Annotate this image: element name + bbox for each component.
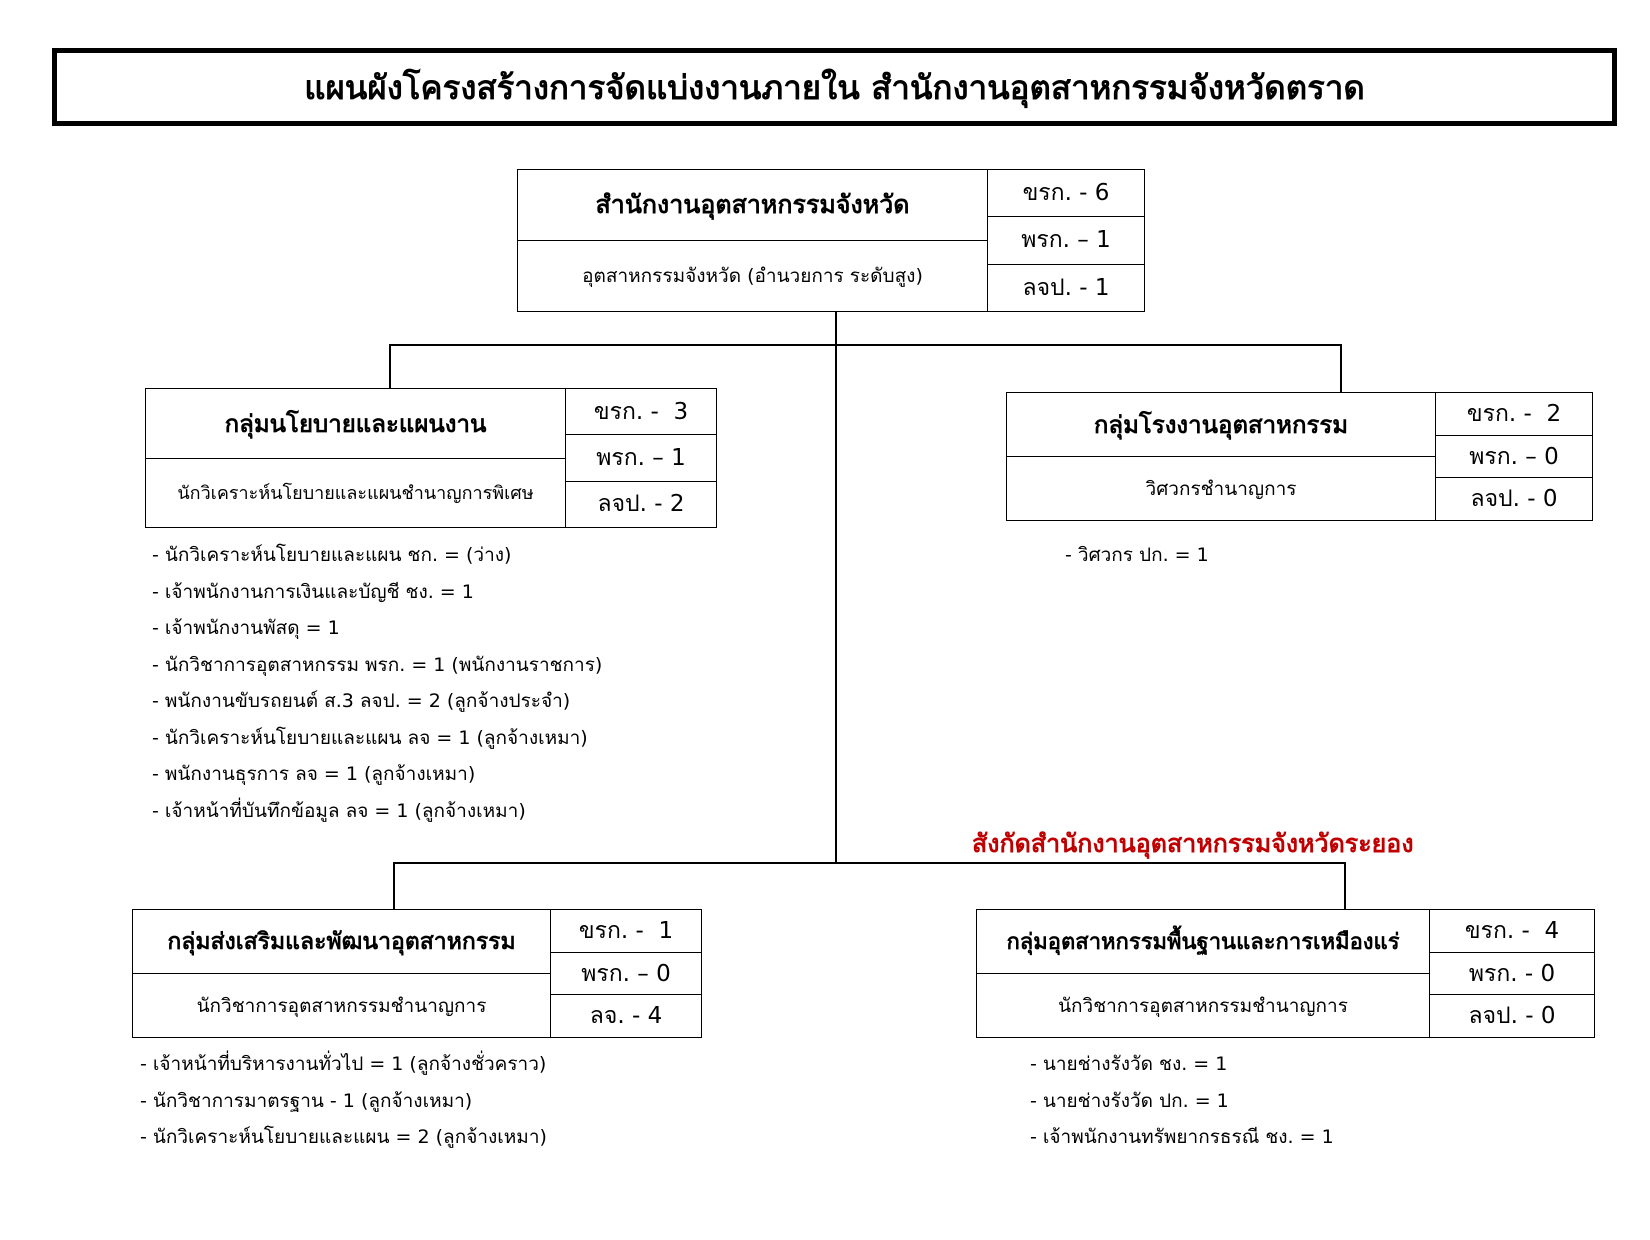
affiliation-note: สังกัดสำนักงานอุตสาหกรรมจังหวัดระยอง [972, 829, 1414, 858]
list-item: - เจ้าหน้าที่บริหารงานทั่วไป = 1 (ลูกจ้างชั่วคราว) [140, 1053, 547, 1075]
policy-count-government-employees: พรก. – 1 [566, 435, 716, 481]
promotion-count-civil-servants: ขรก. - 1 [551, 910, 701, 953]
list-item: - นักวิชาการมาตรฐาน - 1 (ลูกจ้างเหมา) [140, 1089, 473, 1112]
factory-staff-list [1065, 537, 1209, 574]
factory-count-civil-servants: ขรก. - 2 [1436, 393, 1592, 436]
basic-mining-count-permanent-employees: ลจป. - 0 [1468, 1003, 1556, 1030]
promotion-count-government-employees: พรก. – 0 [551, 953, 701, 996]
policy-count-permanent-employees: ลจป. - 2 [597, 491, 685, 518]
promotion-group-position: นักวิชาการอุตสาหกรรมชำนาญการ [196, 994, 487, 1017]
office-count-civil-servants: ขรก. - 6 [988, 170, 1144, 217]
promotion-count-contract-employees: ลจ. - 4 [589, 1003, 663, 1030]
basic-mining-group-position: นักวิชาการอุตสาหกรรมชำนาญการ [1058, 994, 1348, 1017]
policy-group-name: กลุ่มนโยบายและแผนงาน [146, 389, 565, 459]
list-item: - เจ้าพนักงานการเงินและบัญชี ชง. = 1 [152, 580, 474, 603]
list-item: - วิศวกร ปก. = 1 [1065, 544, 1209, 566]
list-item: - นักวิเคราะห์นโยบายและแผน ลจ = 1 (ลูกจ้างเหมา) [152, 726, 588, 749]
policy-staff-list [152, 537, 602, 829]
factory-group-position: วิศวกรชำนาญการ [1145, 477, 1297, 500]
list-item: - นายช่างรังวัด ชง. = 1 [1030, 1053, 1228, 1075]
list-item: - เจ้าพนักงานทรัพยากรธรณี ชง. = 1 [1030, 1126, 1334, 1148]
promotion-group-card [132, 909, 702, 1038]
basic-mining-group-card [976, 909, 1595, 1038]
list-item: - นายช่างรังวัด ปก. = 1 [1030, 1089, 1229, 1112]
basic-mining-count-government-employees: พรก. - 0 [1430, 953, 1594, 996]
connector-upper-right [1340, 344, 1342, 392]
promotion-staff-list [140, 1046, 547, 1156]
connector-trunk [835, 312, 837, 863]
basic-mining-count-civil-servants: ขรก. - 4 [1430, 910, 1594, 953]
office-card [517, 169, 1145, 312]
office-position: อุตสาหกรรมจังหวัด (อำนวยการ ระดับสูง) [582, 265, 923, 287]
factory-count-permanent-employees: ลจป. - 0 [1470, 486, 1558, 513]
list-item: - นักวิชาการอุตสาหกรรม พรก. = 1 (พนักงานราชการ) [152, 653, 603, 676]
office-name: สำนักงานอุตสาหกรรมจังหวัด [518, 170, 987, 241]
basic-mining-staff-list [1030, 1046, 1334, 1156]
list-item: - เจ้าพนักงานพัสดุ = 1 [152, 617, 340, 639]
page-title: แผนผังโครงสร้างการจัดแบ่งงานภายใน สำนักงานอุตสาหกรรมจังหวัดตราด [52, 48, 1617, 126]
policy-group-card [145, 388, 717, 528]
list-item: - นักวิเคราะห์นโยบายและแผน = 2 (ลูกจ้างเหมา) [140, 1126, 547, 1148]
policy-group-position: นักวิเคราะห์นโยบายและแผนชำนาญการพิเศษ [177, 483, 534, 505]
policy-count-civil-servants: ขรก. - 3 [566, 389, 716, 435]
list-item: - เจ้าหน้าที่บันทึกข้อมูล ลจ = 1 (ลูกจ้างเหมา) [152, 799, 526, 822]
connector-lower-left [393, 862, 395, 909]
basic-mining-group-name: กลุ่มอุตสาหกรรมพื้นฐานและการเหมืองแร่ [977, 910, 1429, 974]
office-count-permanent-employees: ลจป. - 1 [1022, 274, 1110, 301]
connector-upper-left [389, 344, 391, 388]
list-item: - พนักงานธุรการ ลจ = 1 (ลูกจ้างเหมา) [152, 763, 476, 785]
factory-group-name: กลุ่มโรงงานอุตสาหกรรม [1007, 393, 1435, 457]
factory-group-card [1006, 392, 1593, 521]
list-item: - พนักงานขับรถยนต์ ส.3 ลจป. = 2 (ลูกจ้างประจำ) [152, 690, 571, 712]
factory-count-government-employees: พรก. – 0 [1436, 436, 1592, 479]
connector-lower-right [1344, 862, 1346, 909]
office-count-government-employees: พรก. – 1 [988, 217, 1144, 264]
list-item: - นักวิเคราะห์นโยบายและแผน ชก. = (ว่าง) [152, 544, 512, 566]
connector-upper-bar [389, 344, 1341, 346]
promotion-group-name: กลุ่มส่งเสริมและพัฒนาอุตสาหกรรม [133, 910, 550, 974]
